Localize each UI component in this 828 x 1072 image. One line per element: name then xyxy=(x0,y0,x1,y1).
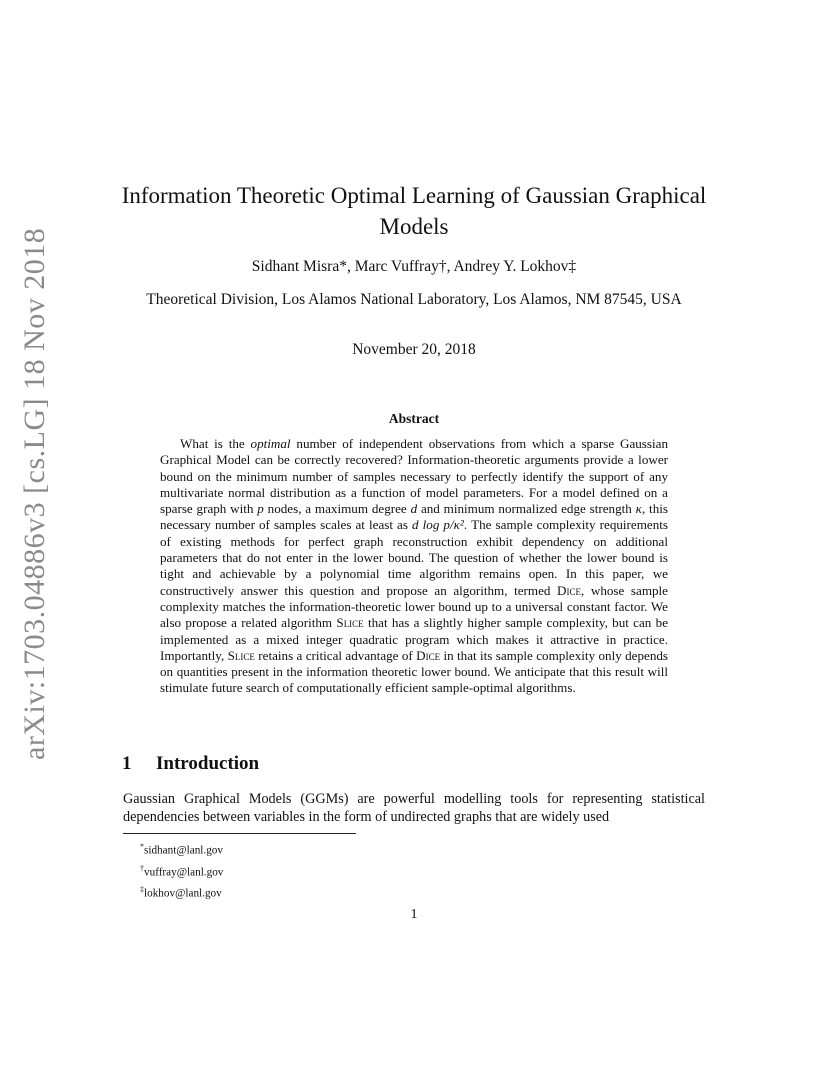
publication-date: November 20, 2018 xyxy=(352,341,476,358)
section-heading-introduction xyxy=(122,753,259,775)
algorithm-name-dice: Dice xyxy=(557,582,582,598)
section-title: Introduction xyxy=(156,753,260,774)
footnote-1: *sidhant@lanl.gov xyxy=(140,842,223,857)
section-number: 1 xyxy=(122,753,132,774)
footnote-3: ‡lokhov@lanl.gov xyxy=(140,885,222,901)
footnote-rule xyxy=(123,833,356,834)
footnote-2: †vuffray@lanl.gov xyxy=(140,863,224,879)
emphasis-optimal: optimal xyxy=(250,436,291,451)
paper-title: Information Theoretic Optimal Learning of Gaussian Graphical Models xyxy=(121,183,707,239)
math-lower-bound: d log p/κ² xyxy=(412,517,464,533)
author-list: Sidhant Misra*, Marc Vuffray†, Andrey Y. Lokhov‡ xyxy=(251,258,577,275)
algorithm-name-slice: Slice xyxy=(336,615,364,631)
abstract-heading: Abstract xyxy=(388,411,440,426)
arxiv-identifier-stamp: arXiv:1703.04886v3 [cs.LG] 18 Nov 2018 xyxy=(18,227,51,760)
page-number: 1 xyxy=(410,907,418,922)
footnotes xyxy=(140,838,223,903)
affiliation: Theoretical Division, Los Alamos National Laboratory, Los Alamos, NM 87545, USA xyxy=(146,291,682,308)
introduction-text: Gaussian Graphical Models (GGMs) are powerful modelling tools for representing statistical dependencies between variables in the form of undirected graphs that are widely used xyxy=(123,791,705,826)
abstract-text: What is the optimal number of independent observations from which a sparse Gaussian Graphical Model can be correctly recovered? Information-theoretic arguments provide a lower bound on the minimum number of samples necessary to perfectly identify the support of any multivariate normal distribution as a function of model parameters. For a model defined on a sparse graph with p nodes, a maximum degree d and minimum normalized edge strength κ, this necessary number of samples scales at least as d log p/κ². The sample complexity requirements of existing methods for perfect graph reconstruction exhibit dependency on additional parameters that do not enter in the lower bound. The question of whether the lower bound is tight and achievable by a polynomial time algorithm remains open. In this paper, we constructively answer this question and propose an algorithm, termed Dice, whose sample complexity matches the information-theoretic lower bound up to a universal constant factor. We also propose a related algorithm Slice that has a slightly higher sample complexity, but can be implemented as a mixed integer quadratic program which makes it attractive in practice. Importantly, Slice retains a critical advantage of Dice in that its sample complexity only depends on quantities present in the information theoretic lower bound. We anticipate that this result will stimulate future search of computationally efficient sample-optimal algorithms. xyxy=(160,436,669,696)
